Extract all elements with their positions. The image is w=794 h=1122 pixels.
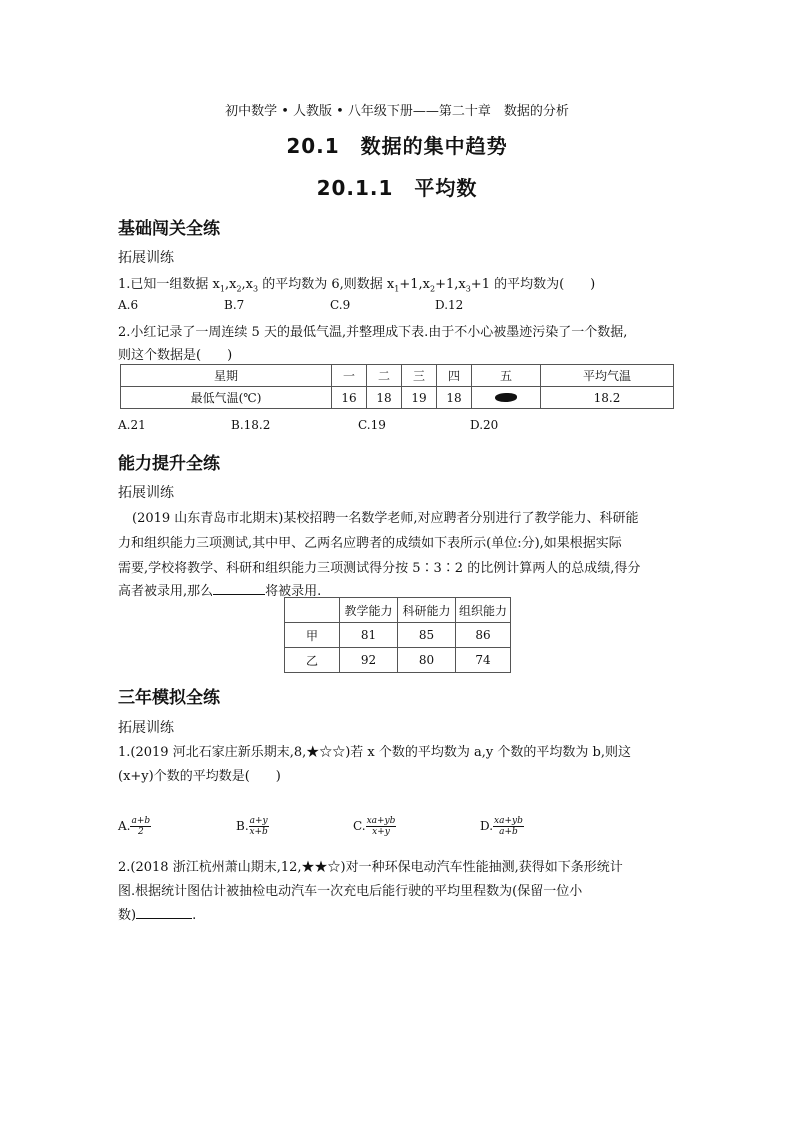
- table-cell: 教学能力: [340, 598, 398, 623]
- option-a: A.6: [118, 298, 139, 312]
- ink-blot-cell: [472, 387, 541, 409]
- question-2-line-1: 2.(2018 浙江杭州萧山期末,12,★★☆)对一种环保电动汽车性能抽测,获得如下条形统计: [118, 860, 623, 875]
- subheading-extension: 拓展训练: [118, 720, 174, 736]
- table-cell: 19: [402, 387, 437, 409]
- table-cell: 16: [332, 387, 367, 409]
- subheading-extension: 拓展训练: [118, 250, 174, 266]
- option-d: D.20: [470, 418, 499, 432]
- table-row: [285, 598, 511, 623]
- score-table: [284, 597, 511, 673]
- table-cell: 最低气温(℃): [121, 387, 332, 409]
- question-1-stem: 1.已知一组数据 $x_1,x_2,x_3$ 的平均数为 6,则数据 $x_1+1,x_2+1,x_3+1$ 的平均数为( ): [118, 277, 596, 294]
- question-1-line-1: 1.(2019 河北石家庄新乐期末,8,★☆☆)若 x 个数的平均数为 a,y 个数的平均数为 b,则这: [118, 745, 631, 760]
- table-row: [285, 623, 511, 648]
- option-b: B.18.2: [231, 418, 271, 432]
- section-heading-ability: 能力提升全练: [118, 454, 220, 474]
- table-cell: 18: [367, 387, 402, 409]
- question-2-line-2: 则这个数据是( ): [118, 348, 233, 363]
- table-cell: 18: [437, 387, 472, 409]
- table-cell: 85: [398, 623, 456, 648]
- table-cell: 二: [367, 365, 402, 387]
- table-cell: 科研能力: [398, 598, 456, 623]
- subheading-extension: 拓展训练: [118, 485, 174, 501]
- table-cell: 18.2: [541, 387, 674, 409]
- table-cell: 80: [398, 648, 456, 673]
- table-cell: 甲: [285, 623, 340, 648]
- ink-blot: [495, 393, 517, 402]
- table-cell: [285, 598, 340, 623]
- answer-blank: [213, 582, 265, 595]
- paragraph-line: 需要,学校将教学、科研和组织能力三项测试得分按 5∶3∶2 的比例计算两人的总成绩,得分: [118, 561, 641, 576]
- option-d: D.12: [435, 298, 464, 312]
- table-cell: 81: [340, 623, 398, 648]
- table-cell: 86: [456, 623, 511, 648]
- question-1-line-2: (x+y)个数的平均数是( ): [118, 769, 281, 784]
- table-cell: 一: [332, 365, 367, 387]
- table-row: [285, 648, 511, 673]
- table-cell: 五: [472, 365, 541, 387]
- table-cell: 乙: [285, 648, 340, 673]
- document-header: 初中数学 • 人教版 • 八年级下册——第二十章 数据的分析: [225, 104, 569, 119]
- option-c: C.19: [358, 418, 386, 432]
- answer-blank: [136, 906, 192, 919]
- section-heading-three-year: 三年模拟全练: [118, 688, 220, 708]
- question-2-line-3: 数) .: [118, 908, 197, 923]
- table-cell: 三: [402, 365, 437, 387]
- paragraph-line: (2019 山东青岛市北期末)某校招聘一名数学老师,对应聘者分别进行了教学能力、科研能: [132, 511, 639, 526]
- question-2-line-1: 2.小红记录了一周连续 5 天的最低气温,并整理成下表.由于不小心被墨迹污染了一个数据,: [118, 325, 628, 340]
- option-c: C.9: [330, 298, 351, 312]
- section-title: 20.1.1 平均数: [316, 176, 478, 200]
- fraction-option-c: C. $\frac{xa+yb}{x+y}$: [353, 816, 396, 837]
- table-row: [121, 387, 674, 409]
- temperature-table: [120, 364, 674, 409]
- option-a: A.21: [118, 418, 146, 432]
- chapter-title: 20.1 数据的集中趋势: [286, 134, 508, 158]
- fraction-option-b: B. $\frac{a+y}{x+b}$: [236, 816, 268, 837]
- table-cell: 平均气温: [541, 365, 674, 387]
- table-cell: 四: [437, 365, 472, 387]
- table-cell: 92: [340, 648, 398, 673]
- paragraph-line: 力和组织能力三项测试,其中甲、乙两名应聘者的成绩如下表所示(单位:分),如果根据实际: [118, 536, 622, 551]
- table-cell: 组织能力: [456, 598, 511, 623]
- fraction-option-a: A. $\frac{a+b}{2}$: [118, 816, 151, 837]
- table-cell: 星期: [121, 365, 332, 387]
- option-b: B.7: [224, 298, 245, 312]
- table-cell: 74: [456, 648, 511, 673]
- paragraph-line: 高者被录用,那么 将被录用.: [118, 584, 322, 599]
- question-2-line-2: 图.根据统计图估计被抽检电动汽车一次充电后能行驶的平均里程数为(保留一位小: [118, 884, 583, 899]
- table-row: [121, 365, 674, 387]
- fraction-option-d: D. $\frac{xa+yb}{a+b}$: [480, 816, 523, 837]
- section-heading-basic: 基础闯关全练: [118, 219, 220, 239]
